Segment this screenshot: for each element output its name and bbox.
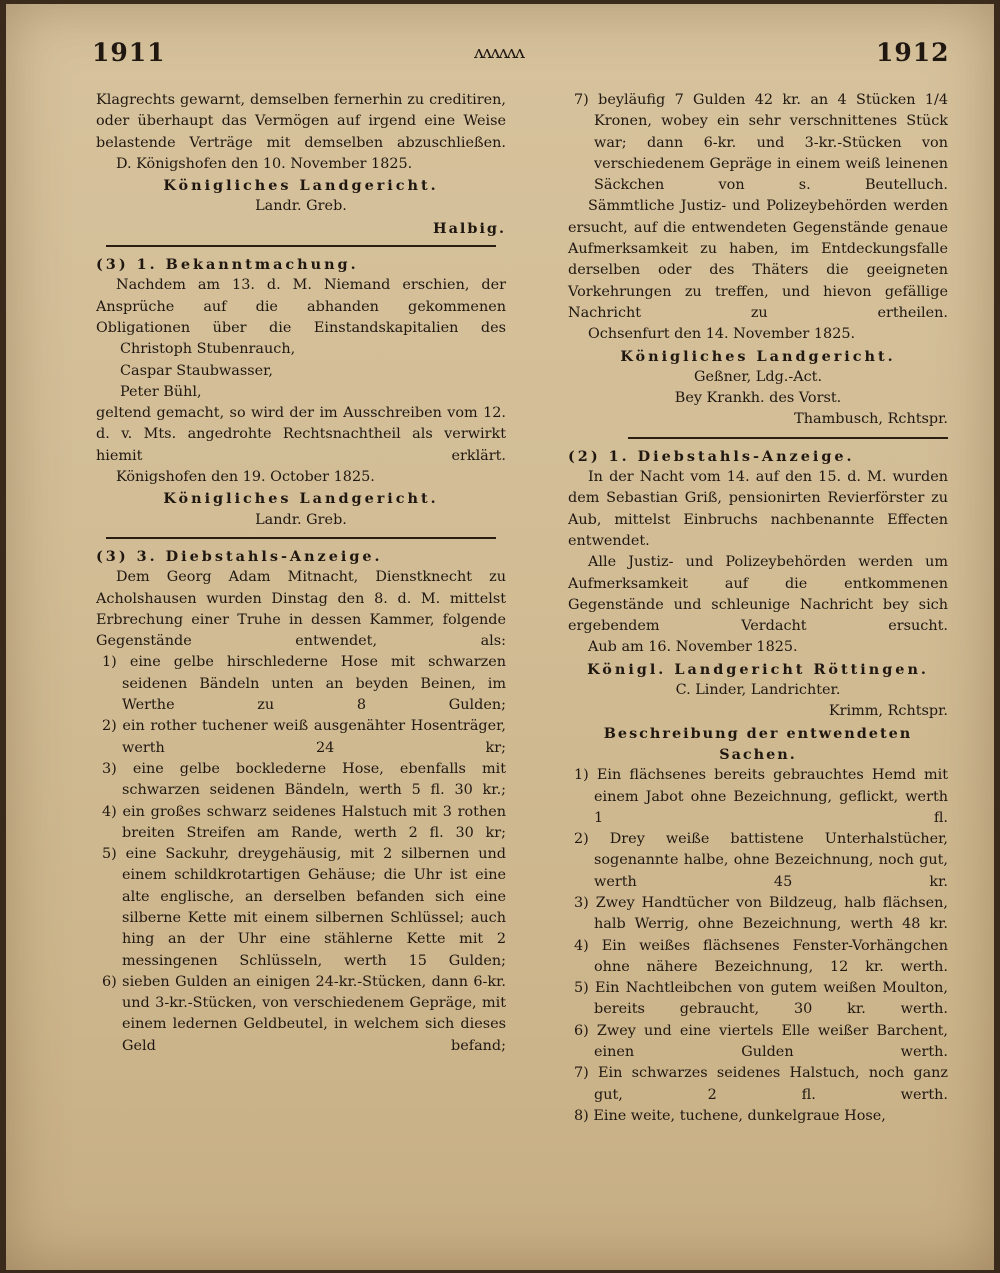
right-column xyxy=(568,90,948,1127)
page-header xyxy=(6,38,994,78)
section-divider xyxy=(106,245,496,247)
theft-item-1: 1) eine gelbe hirschlederne Hose mit schwarzen seidenen Bändeln unten an beyden Beinen, im Werthe zu 8 Gulden; xyxy=(102,654,506,714)
names-list xyxy=(96,339,506,403)
theft2-heading: (2) 1. Diebstahls-Anzeige. xyxy=(568,447,855,465)
intro-judge: Landr. Greb. xyxy=(255,198,347,215)
intro-place-date: D. Königshofen den 10. November 1825. xyxy=(116,155,413,172)
theft-item-2: 2) ein rother tuchener weiß ausgenähter Hosenträger, werth 24 kr; xyxy=(102,718,506,756)
intro-clerk: Halbig. xyxy=(433,219,506,237)
theft-heading: (3) 3. Diebstahls-Anzeige. xyxy=(96,547,383,565)
name-item: Peter Bühl, xyxy=(120,383,202,400)
theft2-request: Alle Justiz- und Polizeybehörden werden um Aufmerksamkeit auf die entkommenen Gegenstände und schleunige Nachricht bey sich ergebendem Verdacht ersucht. xyxy=(568,554,948,635)
name-item: Christoph Stubenrauch, xyxy=(120,341,296,358)
theft2-place-date: Aub am 16. November 1825. xyxy=(588,639,798,656)
book-page xyxy=(6,4,994,1270)
theft-text: Dem Georg Adam Mitnacht, Dienstknecht zu Acholshausen wurden Dinstag den 8. d. M. mittelst Erbrechung einer Truhe in dessen Kammer, folgende Gegenstände entwendet, als: xyxy=(96,569,506,650)
theft-official-3: Thambusch, Rchtspr. xyxy=(794,411,948,428)
theft-item-7: 7) beyläufig 7 Gulden 42 kr. an 4 Stücken 1/4 Kronen, wobey ein sehr verschnittenes Stück war; dann 6-kr. und 3-kr.-Stücken von verschiedenem Gepräge in einem weiß leinenen Säckchen von s. Beutelluch. xyxy=(574,92,948,194)
desc-item-5: 5) Ein Nachtleibchen von gutem weißen Moulton, bereits gebraucht, 30 kr. werth. xyxy=(574,980,948,1018)
theft-official-2: Bey Krankh. des Vorst. xyxy=(674,390,842,407)
desc-item-7: 7) Ein schwarzes seidenes Halstuch, noch ganz gut, 2 fl. werth. xyxy=(574,1065,948,1103)
notice-judge: Landr. Greb. xyxy=(255,511,347,528)
desc-item-8: 8) Eine weite, tuchene, dunkelgraue Hose, xyxy=(574,1107,886,1124)
desc-item-4: 4) Ein weißes flächsenes Fenster-Vorhängchen ohne nähere Bezeichnung, 12 kr. werth. xyxy=(574,937,948,975)
desc-item-3: 3) Zwey Handtücher von Bildzeug, halb flächsen, halb Werrig, ohne Bezeichnung, werth 48 kr. xyxy=(574,894,948,933)
theft-item-3: 3) eine gelbe bocklederne Hose, ebenfalls mit schwarzen seidenen Bändeln, werth 5 fl. 30 kr.; xyxy=(102,760,506,799)
section-divider xyxy=(628,437,948,439)
notice-place-date: Königshofen den 19. October 1825. xyxy=(116,469,375,486)
left-page-number: 1911 xyxy=(92,38,166,67)
desc-item-1: 1) Ein flächsenes bereits gebrauchtes Hemd mit einem Jabot ohne Bezeichnung, geflickt, werth 1 fl. xyxy=(574,767,948,826)
theft-request: Sämmtliche Justiz- und Polizeybehörden werden ersucht, auf die entwendeten Gegenstände genaue Aufmerksamkeit zu haben, im Entdeckungsfalle derselben oder des Thäters die geeigneten Vorkehrungen zu treffen, und hievon gefällige Nachricht zu ertheilen. xyxy=(568,198,948,321)
theft-item-5: 5) eine Sackuhr, dreygehäusig, mit 2 silbernen und einem schildkrotartigen Gehäuse; die Uhr ist eine alte englische, an derselben befanden sich eine silberne Kette mit einem silbernen Schlüssel; auch hing an der Uhr eine stählerne Kette mit 2 messingenen Schlüsseln, werth 15 Gulden; xyxy=(102,846,506,969)
theft2-text: In der Nacht vom 14. auf den 15. d. M. wurden dem Sebastian Griß, pensionirten Revierförster zu Aub, mittelst Einbruchs nachbenannte Effecten entwendet. xyxy=(568,469,948,549)
theft2-clerk: Krimm, Rchtspr. xyxy=(828,703,948,720)
notice-theft-left xyxy=(96,546,506,1057)
notice-theft-right xyxy=(568,446,948,1128)
theft-place-date: Ochsenfurt den 14. November 1825. xyxy=(588,326,856,343)
theft-official-1: Geßner, Ldg.-Act. xyxy=(693,368,823,385)
desc-item-6: 6) Zwey und eine viertels Elle weißer Barchent, einen Gulden werth. xyxy=(574,1022,948,1061)
desc-item-2: 2) Drey weiße battistene Unterhalstücher, sogenannte halbe, ohne Bezeichnung, noch gut, werth 45 kr. xyxy=(574,831,948,890)
header-ornament: ʌʌʌʌʌʌ xyxy=(474,42,524,63)
right-page-number: 1912 xyxy=(876,38,950,67)
theft2-court: Königl. Landgericht Röttingen. xyxy=(587,660,929,678)
notice-court: Königliches Landgericht. xyxy=(163,490,439,508)
theft-item-4: 4) ein großes schwarz seidenes Halstuch mit 3 rothen breiten Streifen am Rande, werth 2 fl. 30 kr; xyxy=(102,803,506,841)
left-column xyxy=(96,90,506,1057)
name-item: Caspar Staubwasser, xyxy=(120,362,273,379)
theft2-judge: C. Linder, Landrichter. xyxy=(675,682,841,699)
section-divider xyxy=(106,537,496,539)
theft-item-6: 6) sieben Gulden an einigen 24-kr.-Stücken, dann 6-kr. und 3-kr.-Stücken, von verschiedenem Gepräge, mit einem ledernen Geldbeutel, in welchem sich dieses Geld befand; xyxy=(102,973,506,1054)
intro-court: Königliches Landgericht. xyxy=(163,177,439,195)
intro-text: Klagrechts gewarnt, demselben fernerhin zu creditiren, oder überhaupt das Vermögen auf irgend eine Weise belastende Verträge mit demselben abzuschließen. xyxy=(96,92,506,151)
theft-court: Königliches Landgericht. xyxy=(620,347,896,365)
notice-heading: (3) 1. Bekanntmachung. xyxy=(96,256,359,274)
description-heading: Beschreibung der entwendeten Sachen. xyxy=(603,724,913,763)
notice-text-1: Nachdem am 13. d. M. Niemand erschien, der Ansprüche auf die abhanden gekommenen Obligationen über die Einstandskapitalien des xyxy=(96,277,506,336)
notice-text-2: geltend gemacht, so wird der im Ausschreiben vom 12. d. v. Mts. angedrohte Rechtsnachtheil als verwirkt hiemit erklärt. xyxy=(96,405,506,464)
notice-bekanntmachung xyxy=(96,254,506,531)
